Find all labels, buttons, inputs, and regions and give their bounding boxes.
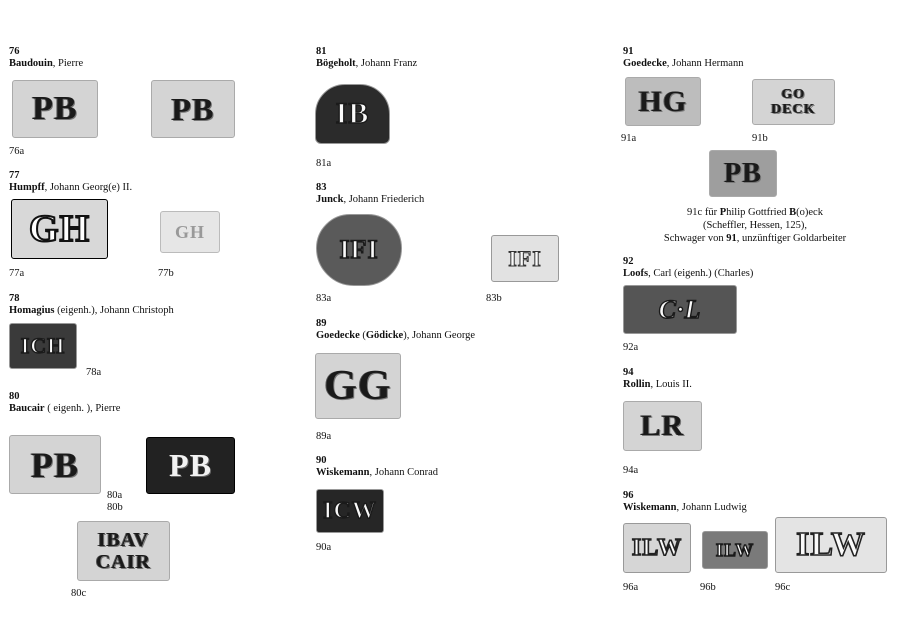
- figure-caption: 83a: [316, 293, 332, 304]
- entry-number: 90: [316, 455, 327, 466]
- figure-caption: 96c: [775, 582, 791, 593]
- hallmark-image: GG: [315, 353, 401, 419]
- figure-caption: 96a: [623, 582, 639, 593]
- note-line: Schwager von 91, unzünftiger Goldarbeiter: [663, 233, 847, 244]
- hallmark-image: LR: [623, 401, 702, 451]
- hallmark-image: GH: [160, 211, 220, 253]
- entry-number: 89: [316, 318, 327, 329]
- entry-number: 76: [9, 46, 20, 57]
- maker-name: Rollin, Louis II.: [623, 379, 692, 390]
- entry-number: 94: [623, 367, 634, 378]
- figure-caption: 77a: [9, 268, 25, 279]
- note-line: (Scheffler, Hessen, 125),: [702, 220, 808, 231]
- maker-name: Bögeholt, Johann Franz: [316, 58, 418, 69]
- hallmark-image: PB: [12, 80, 98, 138]
- hallmark-image: IB: [315, 84, 390, 144]
- entry-number: 83: [316, 182, 327, 193]
- entry-number: 81: [316, 46, 327, 57]
- hallmark-image: [77, 521, 170, 581]
- hallmark-image: ILW: [775, 517, 887, 573]
- hallmark-image: PB: [151, 80, 235, 138]
- entry-number: 96: [623, 490, 634, 501]
- figure-caption: 77b: [158, 268, 174, 279]
- figure-caption: 96b: [700, 582, 716, 593]
- maker-name: Loofs, Carl (eigenh.) (Charles): [623, 268, 754, 279]
- figure-caption: 78a: [86, 367, 102, 378]
- hallmark-image: GH: [11, 199, 108, 259]
- hallmark-image: IFI: [316, 214, 402, 286]
- entry-number: 92: [623, 256, 634, 267]
- hallmark-image: ILW: [623, 523, 691, 573]
- figure-caption: 89a: [316, 431, 332, 442]
- hallmark-line: CAIR: [95, 551, 152, 573]
- figure-caption: 80b: [107, 502, 123, 513]
- hallmark-line: DECK: [771, 102, 816, 117]
- figure-caption: 94a: [623, 465, 639, 476]
- figure-caption: 81a: [316, 158, 332, 169]
- entry-number: 91: [623, 46, 634, 57]
- hallmark-image: PB: [146, 437, 235, 494]
- maker-name: Wiskemann, Johann Conrad: [316, 467, 439, 478]
- entry-number: 78: [9, 293, 20, 304]
- maker-name: Humpff, Johann Georg(e) II.: [9, 182, 133, 193]
- maker-name: Baucair ( eigenh. ), Pierre: [9, 403, 121, 414]
- figure-caption: 90a: [316, 542, 332, 553]
- entry-number: 77: [9, 170, 20, 181]
- figure-caption: 92a: [623, 342, 639, 353]
- figure-caption: 80c: [71, 588, 87, 599]
- hallmark-image: C·L: [623, 285, 737, 334]
- figure-caption: 83b: [486, 293, 502, 304]
- hallmark-image: IFI: [491, 235, 559, 282]
- hallmark-image: ICW: [316, 489, 384, 533]
- maker-name: Baudouin, Pierre: [9, 58, 84, 69]
- maker-name: Homagius (eigenh.), Johann Christoph: [9, 305, 174, 316]
- hallmark-image: PB: [9, 435, 101, 494]
- hallmark-line: GO: [781, 87, 806, 102]
- figure-caption: 76a: [9, 146, 25, 157]
- maker-name: Goedecke, Johann Hermann: [623, 58, 744, 69]
- maker-name: Junck, Johann Friederich: [316, 194, 425, 205]
- figure-caption: 91a: [621, 133, 637, 144]
- note-91c: [620, 206, 890, 245]
- hallmark-line: IBAV: [97, 529, 150, 551]
- hallmark-image: ICH: [9, 323, 77, 369]
- hallmark-image: PB: [709, 150, 777, 197]
- maker-name: Goedecke (Gödicke), Johann George: [316, 330, 476, 341]
- hallmark-image: ILW: [702, 531, 768, 569]
- figure-caption: 80a: [107, 490, 123, 501]
- entry-number: 80: [9, 391, 20, 402]
- figure-caption: 91b: [752, 133, 768, 144]
- hallmark-image: HG: [625, 77, 701, 126]
- note-line: 91c für Philip Gottfried B(o)eck: [687, 207, 823, 218]
- maker-name: Wiskemann, Johann Ludwig: [623, 502, 747, 513]
- hallmark-image: [752, 79, 835, 125]
